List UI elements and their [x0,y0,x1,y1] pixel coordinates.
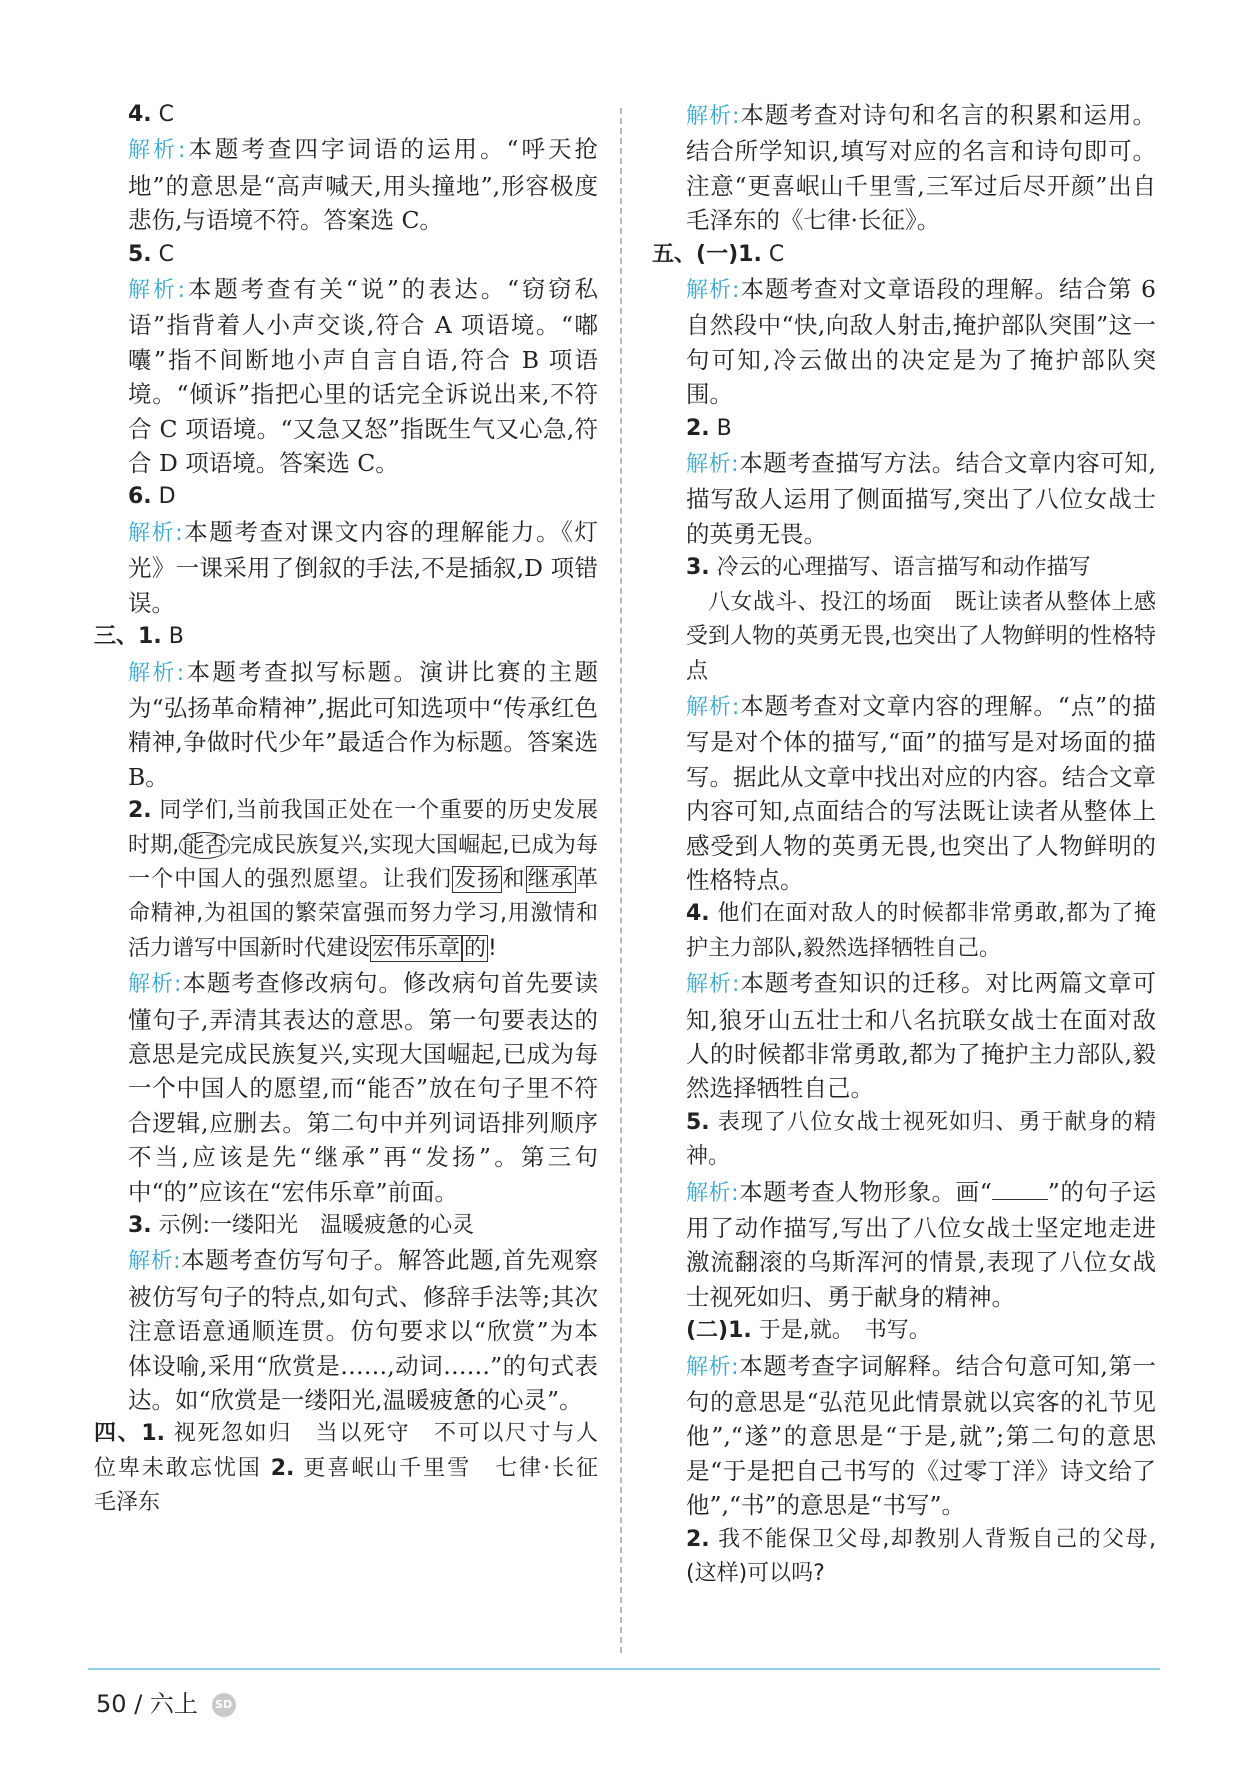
grade-label: 六上 [149,1690,198,1718]
boxed-word-3: 宏伟乐章 [372,935,461,961]
boxed-word-2: 继承 [527,866,574,892]
question-4: 4. C [128,102,175,127]
section-5-question-4: 4. 他们在面对敌人的时候都非常勇敢,都为了掩护主力部队,毅然选择牺牲自己。 [686,901,1156,961]
section-5-part-2-analysis-1: 解析:本题考查字词解释。结合句意可知,第一句的意思是“弘范见此情景就以宾客的礼节见他”,“遂”的意思是“于是,就”;第二句的意思是“于是把自己书写的《过零丁洋》诗文给了他”,“书”的意思是“书写”。 [686,1351,1156,1520]
boxed-word-1: 发扬 [454,866,501,892]
page-footer: 50 / 六上 SD [96,1684,236,1719]
boxed-word-4: 的 [464,935,487,961]
section-5-question-1: 五、(一)1. C [652,241,785,267]
page-number: 50 [96,1690,127,1718]
analysis-4: 解析:本题考查四字词语的运用。“呼天抢地”的意思是“高声喊天,用头撞地”,形容极度悲伤,与语境不符。答案选 C。 [128,135,598,235]
section-5-analysis-4: 解析:本题考查知识的迁移。对比两篇文章可知,狼牙山五壮士和八名抗联女战士在面对敌人的时候都非常勇敢,都为了掩护主力部队,毅然选择牺牲自己。 [686,969,1156,1103]
section-4-question-1: 四、1. 视死忽如归 当以死守 不可以尺寸与人 位卑未敢忘忧国 2. 更喜岷山千里雪 七律·长征 毛泽东 [94,1421,621,1516]
section-5-analysis-1: 解析:本题考查对文章语段的理解。结合第 6 自然段中“快,向敌人射击,掩护部队突围”这一句可知,冷云做出的决定是为了掩护部队突围。 [686,275,1156,409]
sd-badge-icon: SD [212,1693,236,1717]
section-5-analysis-3: 解析:本题考查对文章内容的理解。“点”的描写是对个体的描写,“面”的描写是对场面的描写。据此从文章中找出对应的内容。结合文章内容可知,点面结合的写法既让读者从整体上感受到人物的英勇无畏,也突出了人物鲜明的性格特点。 [686,691,1157,894]
section-3-question-2: 2. 同学们,当前我国正处在一个重要的历史发展时期, 能否 完成民族复兴,实现大国崛起,已成为每一个中国人的强烈愿望。让我们发扬和继承革命精神,为祖国的繁荣富强而努力学习,用激情和活力谱写中国新时代建设宏伟乐章 的! [128,798,598,961]
question-6: 6. D [128,484,176,510]
section-3-analysis-2: 解析:本题考查修改病句。修改病句首先要读懂句子,弄清其表达的意思。第一句要表达的意思是完成民族复兴,实现大国崛起,已成为每一个中国人的愿望,而“能否”放在句子里不符合逻辑,应删去。第二句中并列词语排列顺序不当,应该是先“继承”再“发扬”。第三句中“的”应该在“宏伟乐章”前面。 [128,969,598,1206]
section-5-question-3: 3. 冷云的心理描写、语言描写和动作描写 [686,555,1091,581]
section-3-analysis-3: 解析:本题考查仿写句子。解答此题,首先观察被仿写句子的特点,如句式、修辞手法等;其次注意语意通顺连贯。仿句要求以“欣赏”为本体设喻,采用“欣赏是……,动词……”的句式表达。如“欣赏是一缕阳光,温暖疲惫的心灵”。 [128,1246,598,1415]
section-5-part-2-question-2: 2. 我不能保卫父母,却教别人背叛自己的父母,(这样)可以吗? [686,1526,1156,1587]
analysis-5: 解析:本题考查有关“说”的表达。“窃窃私语”指背着人小声交谈,符合 A 项语境。“嘟囔”指不间断地小声自言自语,符合 B 项语境。“倾诉”指把心里的话完全诉说出来,不符合 C 项语境。“又急又怒”指既生气又心急,符合 D 项语境。答案选 C。 [128,275,599,478]
question-5: 5. C [128,241,175,267]
section-5-question-2: 2. B [686,415,732,441]
section-3-question-1: 三、1. B [94,624,184,650]
section-3-analysis-1: 解析:本题考查拟写标题。演讲比赛的主题为“弘扬革命精神”,据此可知选项中“传承红色精神,争做时代少年”最适合作为标题。答案选 B。 [128,657,599,791]
section-3-question-3: 3. 示例:一缕阳光 温暖疲惫的心灵 [128,1213,475,1238]
footer-rule [88,1668,1160,1670]
section-5-analysis-2: 解析:本题考查描写方法。结合文章内容可知,描写敌人运用了侧面描写,突出了八位女战士的英勇无畏。 [686,449,1156,548]
section-5-answer-3b: 八女战斗、投江的场面 既让读者从整体上感受到人物的英勇无畏,也突出了人物鲜明的性格特点 [686,589,1156,684]
underline-blank [992,1179,1048,1200]
section-5-analysis-5: 解析:本题考查人物形象。画“ ”的句子运用了动作描写,写出了八位女战士坚定地走进激流翻滚的乌斯浑河的情景,表现了八位女战士视死如归、勇于献身的精神。 [686,1177,1157,1311]
circled-word: 能否 [179,832,229,859]
section-5-part-2-question-1: (二)1. 于是,就。 书写。 [686,1318,931,1344]
analysis-6: 解析:本题考查对课文内容的理解能力。《灯光》一课采用了倒叙的手法,不是插叙,D 项错误。 [128,517,599,617]
right-column [652,98,1157,1591]
section-5-question-5: 5. 表现了八位女战士视死如归、勇于献身的精神。 [686,1109,1156,1170]
section-4-analysis: 解析:本题考查对诗句和名言的积累和运用。结合所学知识,填写对应的名言和诗句即可。注意“更喜岷山千里雪,三军过后尽开颜”出自毛泽东的《七律·长征》。 [686,101,1156,235]
left-column [94,98,621,1521]
column-divider [620,108,622,1653]
